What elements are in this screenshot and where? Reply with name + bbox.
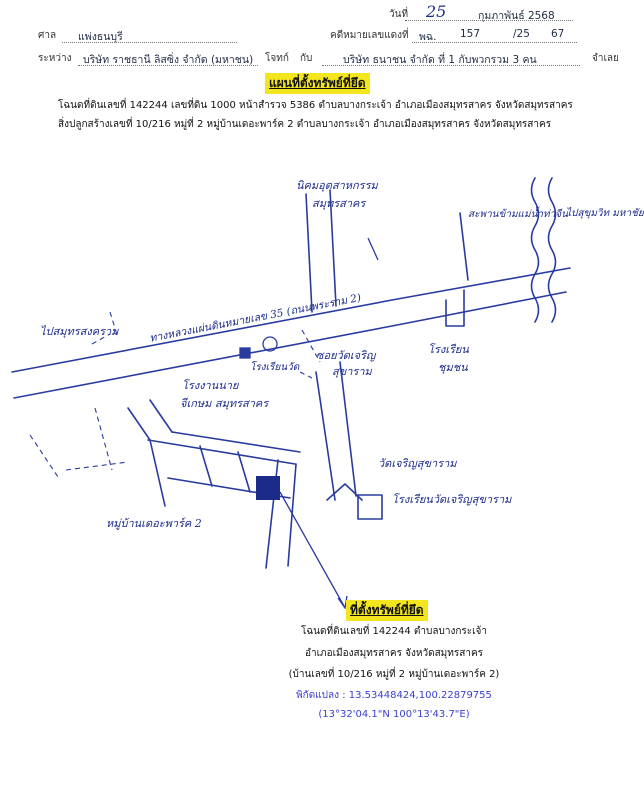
- defendant-role: จำเลย: [592, 53, 619, 64]
- label-village: หมู่บ้านเดอะพาร์ค 2: [106, 517, 202, 530]
- court-label: ศาล: [38, 30, 57, 41]
- case-sep: /25: [513, 28, 530, 40]
- court-value: แพ่งธนบุรี: [78, 31, 123, 43]
- location-title: ที่ตั้งทรัพย์ที่ยึด: [346, 600, 428, 621]
- case-prefix: พฉ.: [419, 31, 437, 43]
- label-temple: วัดเจริญสุขาราม: [378, 457, 457, 470]
- case-number: 157: [460, 28, 481, 40]
- label-industrial-2: สมุทรสาคร: [312, 197, 366, 210]
- case-year: 67: [551, 28, 565, 40]
- label-factory-2: จีเกษม สมุทรสาคร: [180, 397, 269, 410]
- label-soi: ซอยวัดเจริญ: [316, 349, 376, 362]
- date-month-year: กุมภาพันธ์ 2568: [478, 10, 555, 22]
- label-bridge: สะพานข้ามแม่น้ำท่าจีน: [468, 209, 568, 220]
- label-left-direction: ไปสมุทรสงคราม: [40, 325, 119, 338]
- label-highway: ทางหลวงแผ่นดินหมายเลข 35 (ถนนพระราม 2): [148, 291, 363, 345]
- location-line-3: (บ้านเลขที่ 10/216 หมู่ที่ 2 หมู่บ้านเดอะพาร์ค 2): [288, 669, 500, 680]
- river: [532, 178, 539, 322]
- location-coordinate-dms: (13°32'04.1"N 100°13'43.7"E): [318, 709, 470, 720]
- defendant-name: บริษัท ธนาชน จำกัด ที่ 1 กับพวกรวม 3 คน: [343, 54, 537, 66]
- description-line-2: สิ่งปลูกสร้างเลขที่ 10/216 หมู่ที่ 2 หมู่บ้านเดอะพาร์ค 2 ตำบลบางกระเจ้า อำเภอเมืองสมุทรสาคร จังหวัดสมุทรสาคร: [58, 119, 552, 130]
- label-industrial: นิคมอุตสาหกรรม: [296, 179, 378, 192]
- plaintiff-name: บริษัท ราชธานี ลิสซิ่ง จำกัด (มหาชน): [83, 54, 254, 66]
- label-soi-2: สุขาราม: [332, 365, 372, 378]
- location-line-1: โฉนดที่ดินเลขที่ 142244 ตำบลบางกระเจ้า: [300, 626, 488, 637]
- label-school: โรงเรียน: [428, 343, 469, 356]
- description-line-1: โฉนดที่ดินเลขที่ 142244 เลขที่ดิน 1000 หน้าสำรวจ 5386 ตำบลบางกระเจ้า อำเภอเมืองสมุทรสาคร จังหวัดสมุทรสาคร: [58, 100, 573, 111]
- village-road: [128, 408, 165, 506]
- label-far-right: ไปสุขุมวิท มหาชัย: [566, 208, 644, 219]
- label-factory: โรงงานนาย: [182, 379, 239, 392]
- label-school-2: ชุมชน: [438, 361, 468, 374]
- with-label: กับ: [300, 53, 313, 64]
- location-coordinate: พิกัดแปลง : 13.53448424,100.22879755: [296, 690, 492, 701]
- label-temple-school: โรงเรียนวัดเจริญสุขาราม: [392, 493, 512, 506]
- plaintiff-role: โจทก์: [265, 53, 289, 64]
- map-title: แผนที่ตั้งทรัพย์ที่ยึด: [265, 73, 370, 94]
- between-label: ระหว่าง: [38, 53, 72, 64]
- location-line-2: อำเภอเมืองสมุทรสาคร จังหวัดสมุทรสาคร: [304, 648, 484, 659]
- date-label: วันที่: [389, 9, 409, 20]
- highway-road: [12, 268, 570, 372]
- case-label: คดีหมายเลขแดงที่: [330, 30, 409, 41]
- date-day: 25: [426, 2, 447, 21]
- target-property: [256, 476, 280, 500]
- soi-road: [316, 372, 335, 500]
- label-landmark: โรงเรียนวัด: [250, 362, 300, 373]
